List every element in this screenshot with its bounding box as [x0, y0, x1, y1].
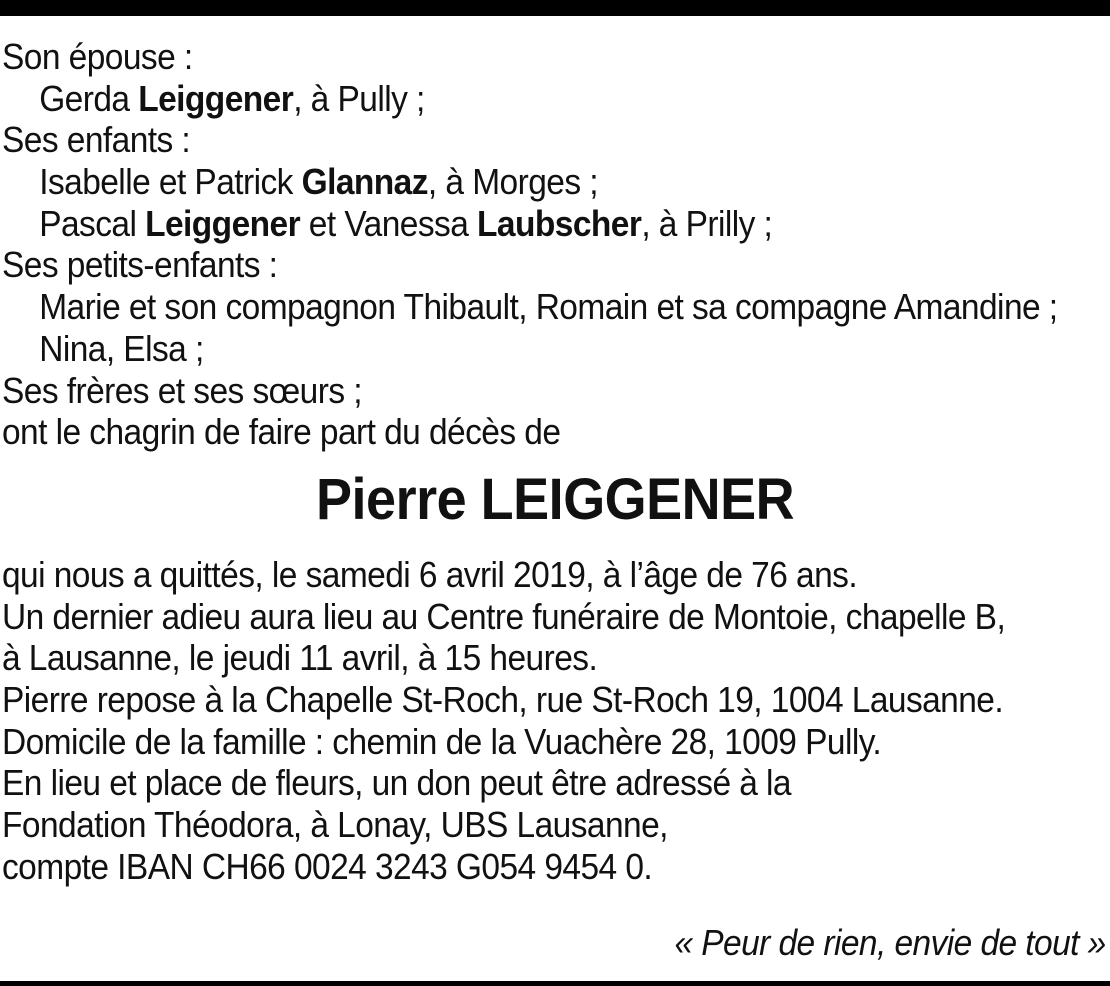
detail-line: qui nous a quittés, le samedi 6 avril 2019, à l’âge de 76 ans. [2, 554, 858, 595]
detail-line: compte IBAN CH66 0024 3243 G054 9454 0. [2, 845, 653, 887]
child1-tail: , à Morges ; [427, 161, 598, 203]
child1-last: Glannaz [301, 161, 428, 203]
detail-line: Fondation Théodora, à Lonay, UBS Lausanne, [2, 804, 668, 846]
spouse-line [2, 78, 1031, 120]
child-line-2 [2, 203, 1031, 245]
announcement-line: ont le chagrin de faire part du décès de [2, 411, 561, 453]
child2-last2: Laubscher [477, 202, 642, 244]
deceased-name-block [0, 466, 1110, 533]
detail-line: En lieu et place de fleurs, un don peut être adressé à la [2, 762, 792, 804]
siblings-line: Ses frères et ses sœurs ; [2, 369, 363, 411]
detail-line: Un dernier adieu aura lieu au Centre funéraire de Montoie, chapelle B, [2, 595, 1006, 637]
spouse-first: Gerda [39, 77, 139, 119]
child2-tail: , à Prilly ; [641, 202, 773, 244]
child2-first: Pascal [39, 202, 146, 244]
motto-quote: « Peur de rien, envie de tout » [674, 922, 1106, 963]
bottom-rule [0, 981, 1110, 986]
deceased-name: Pierre LEIGGENER [315, 467, 795, 532]
family-list [2, 36, 1058, 453]
grandchildren-heading: Ses petits-enfants : [2, 244, 278, 286]
grandchildren-line-1: Marie et son compagnon Thibault, Romain et sa compagne Amandine ; [39, 286, 1058, 328]
detail-line: à Lausanne, le jeudi 11 avril, à 15 heures. [2, 637, 598, 679]
child1-first: Isabelle et Patrick [39, 161, 302, 203]
children-heading: Ses enfants : [2, 119, 191, 161]
spouse-tail: , à Pully ; [293, 77, 425, 119]
child-line-1 [2, 161, 1031, 203]
service-details [2, 554, 1031, 888]
child2-mid: et Vanessa [300, 202, 478, 244]
child2-last: Leiggener [145, 202, 301, 244]
detail-line: Pierre repose à la Chapelle St-Roch, rue St-Roch 19, 1004 Lausanne. [2, 679, 1004, 721]
top-rule [0, 0, 1110, 16]
detail-line: Domicile de la famille : chemin de la Vuachère 28, 1009 Pully. [2, 720, 882, 762]
spouse-last: Leiggener [138, 77, 294, 119]
grandchildren-line-2: Nina, Elsa ; [39, 327, 204, 369]
spouse-heading: Son épouse : [2, 36, 193, 77]
